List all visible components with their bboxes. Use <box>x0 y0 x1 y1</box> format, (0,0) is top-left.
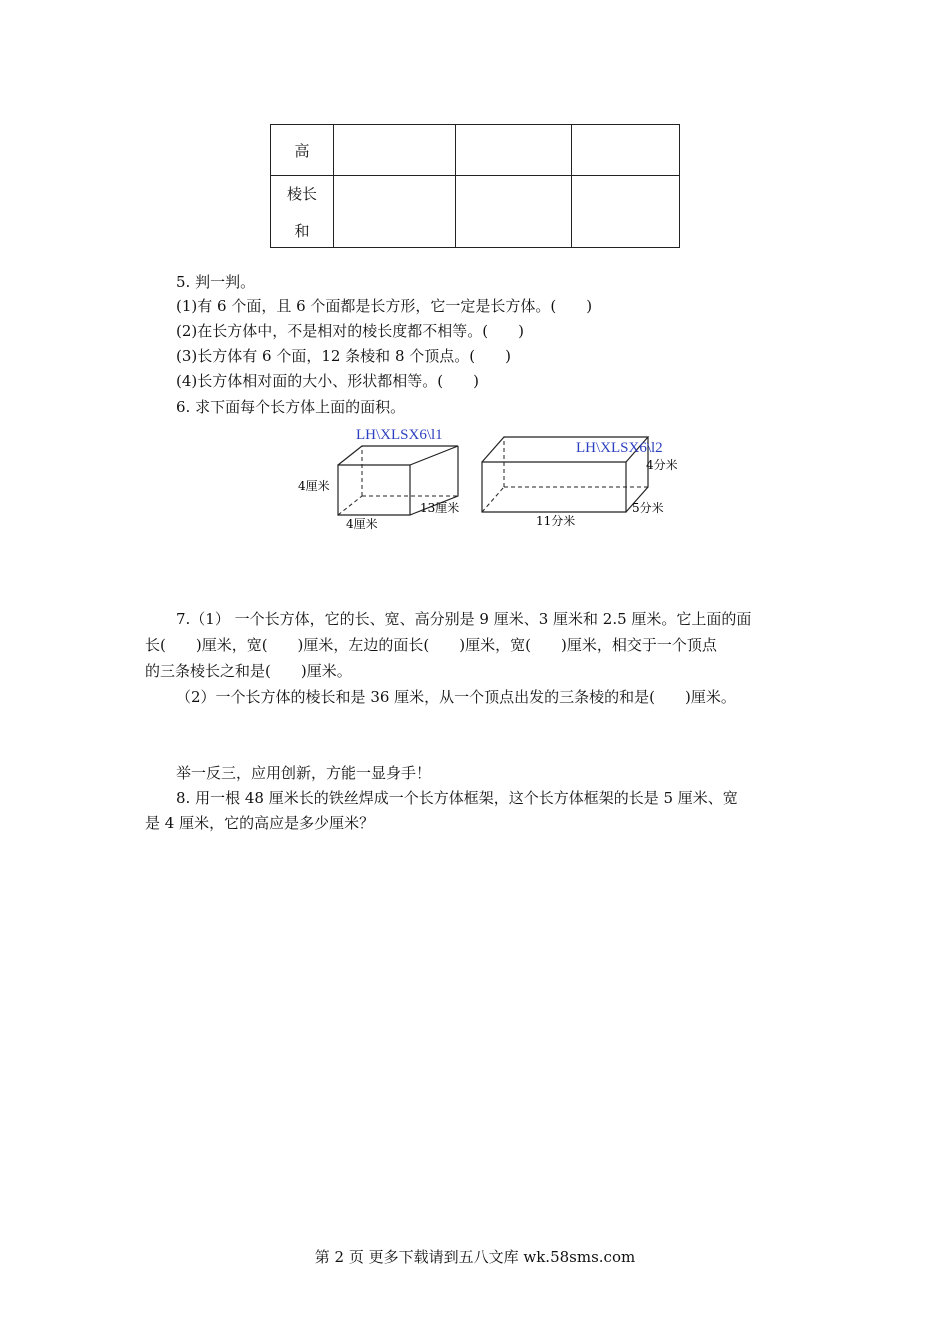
figure-2-height-label: 4分米 <box>646 458 678 472</box>
q5-item-1: (1)有 6 个面，且 6 个面都是长方形，它一定是长方体。( ) <box>176 297 593 315</box>
row-label-height: 高 <box>271 125 334 176</box>
q7-part2: （2）一个长方体的棱长和是 36 厘米，从一个顶点出发的三条棱的和是( )厘米。 <box>176 688 736 706</box>
q8-line2: 是 4 厘米，它的高应是多少厘米？ <box>145 814 375 832</box>
cuboid-figure-1 <box>290 420 480 535</box>
q6-title: 6. 求下面每个长方体上面的面积。 <box>176 398 406 416</box>
q8-line1: 8. 用一根 48 厘米长的铁丝焊成一个长方体框架，这个长方体框架的长是 5 厘米、宽 <box>176 789 738 807</box>
table-row <box>271 125 680 176</box>
q5-item-2: (2)在长方体中，不是相对的棱长度都不相等。( ) <box>176 322 524 340</box>
figure-1-width-label: 4厘米 <box>346 517 378 531</box>
q5-item-4: (4)长方体相对面的大小、形状都相等。( ) <box>176 372 479 390</box>
figure-1-ref: LH\XLSX6\l1 <box>356 427 443 443</box>
figure-2-length-label: 11分米 <box>536 514 576 528</box>
row-label-edge-sum: 棱长 和 <box>271 176 334 248</box>
cuboid-figure-2 <box>470 420 690 535</box>
page-footer: 第 2 页 更多下载请到五八文库 wk.58sms.com <box>314 1248 636 1266</box>
q5-item-3: (3)长方体有 6 个面，12 条棱和 8 个顶点。( ) <box>176 347 511 365</box>
section-title: 举一反三，应用创新，方能一显身手！ <box>176 764 432 782</box>
table-row <box>271 176 680 248</box>
q7-part1-line1: 7.（1） 一个长方体，它的长、宽、高分别是 9 厘米、3 厘米和 2.5 厘米。它上面的面 <box>176 610 752 628</box>
figure-1-height-label: 4厘米 <box>298 479 330 493</box>
q7-part1-line3: 的三条棱长之和是( )厘米。 <box>145 662 352 680</box>
figure-1-length-label: 13厘米 <box>420 501 460 515</box>
q5-title: 5. 判一判。 <box>176 273 256 291</box>
dimension-table <box>270 124 680 248</box>
figure-2-ref: LH\XLSX6\l2 <box>576 440 663 456</box>
figure-2-width-label: 5分米 <box>632 501 664 515</box>
q7-part1-line2: 长( )厘米，宽( )厘米，左边的面长( )厘米，宽( )厘米，相交于一个顶点 <box>145 636 717 654</box>
